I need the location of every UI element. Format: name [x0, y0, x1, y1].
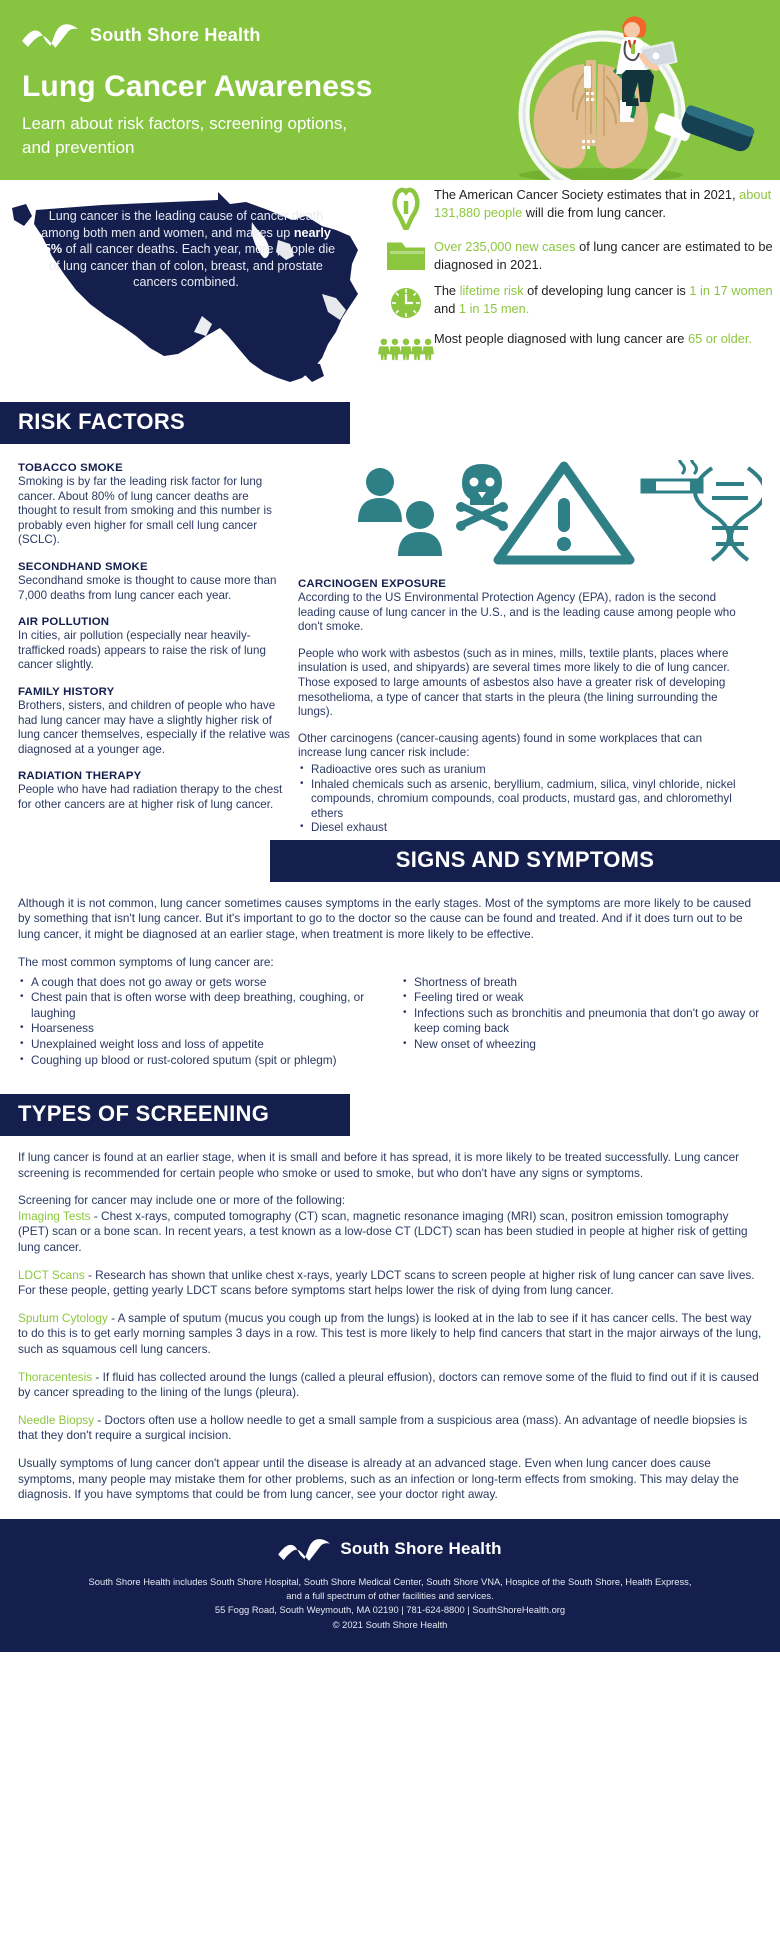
risk-factor-item — [18, 561, 290, 603]
screening-item — [18, 1370, 762, 1401]
cigarette-icon — [642, 460, 702, 492]
carcinogen-bullet-list — [298, 763, 748, 836]
risk-factor-body: Brothers, sisters, and children of people who have had lung cancer may have a slightly higher risk of lung cancer themselves, especially if the relative was diagnosed at a younger age. — [18, 698, 290, 756]
risk-factor-item — [18, 770, 290, 812]
screening-section — [0, 1150, 780, 1503]
dna-helix-icon — [695, 468, 762, 560]
carcinogen-paragraph: People who work with asbestos (such as in mines, mills, textile plants, places where insulation is used, and shipyards) are several times more likely to die of lung cancer. Those exposed to large amounts of asbestos also have a greater risk of developing mesothelioma, a type of cancer that starts in the pleura (the lining surrounding the lungs). — [298, 646, 730, 719]
warning-triangle-icon — [498, 466, 630, 560]
page-subtitle: Learn about risk factors, screening options, and prevention — [22, 114, 348, 157]
list-item: • Shortness of breath — [401, 975, 762, 991]
stat-text-part: Most people diagnosed with lung cancer are — [434, 331, 688, 346]
signs-intro: Although it is not common, lung cancer sometimes causes symptoms in the early stages. Most of the symptoms are more likely to be caused by something that isn't lung cancer. But it's important to go to the doctor so the cause can be found and treated. And if it does turn out to be lung cancer, it might be diagnosed at an earlier stage, when treatment is more likely to be effective. — [18, 895, 752, 941]
footer-line-1: South Shore Health includes South Shore Hospital, South Shore Medical Center, South Shore VNA, Hospice of the South Shore, Health Express, — [88, 1575, 692, 1587]
stat-text-highlight: Over 235,000 new cases — [434, 239, 576, 254]
brand-logo — [22, 22, 261, 48]
stat-text — [434, 184, 776, 221]
list-item: • Unexplained weight loss and loss of appetite — [18, 1037, 379, 1053]
stat-text-part: and — [434, 300, 459, 316]
stat-text — [434, 330, 752, 348]
symptoms-column-left — [18, 975, 379, 1069]
risk-factor-item — [18, 462, 290, 548]
signs-lead: The most common symptoms of lung cancer are: — [18, 955, 274, 970]
screening-intro: If lung cancer is found at an earlier stage, when it is small and before it has spread, it is more likely to be treated successfully. Lung cancer screening is recommended for certain people who smoke or used to smoke, but who don't have any signs or symptoms. — [18, 1150, 740, 1180]
stat-text-highlight: 65 or older. — [687, 331, 752, 346]
screening-item-body: - If fluid has collected around the lungs (called a pleural effusion), doctors can remove some of the fluid to find out if it is caused by cancer spreading to the lining of the lungs (pleura). — [18, 1369, 759, 1400]
list-item: • Inhaled chemicals such as arsenic, beryllium, cadmium, silica, vinyl chloride, nickel compounds, chromium compounds, coal products, mustard gas, and chloromethyl ethers — [298, 778, 748, 822]
screening-item-label: Needle Biopsy — [18, 1412, 95, 1427]
skull-crossbones-icon — [456, 464, 508, 531]
clock-icon — [378, 282, 434, 322]
stat-text-part: of developing lung cancer is — [523, 283, 690, 298]
risk-factor-title: RADIATION THERAPY — [18, 770, 142, 783]
carcinogen-paragraph: Other carcinogens (cancer-causing agents) found in some workplaces that can increase lung cancer risk include: — [298, 731, 703, 760]
footer-brand-name: South Shore Health — [340, 1538, 502, 1558]
risk-factor-body: Secondhand smoke is thought to cause more than 7,000 deaths from lung cancer each year. — [18, 573, 277, 602]
page-title: Lung Cancer Awareness — [22, 70, 373, 103]
carcinogen-paragraph: According to the US Environmental Protection Agency (EPA), radon is the second leading cause of lung cancer in the U.S., and is the leading cause among people who don't smoke. — [298, 591, 736, 634]
stat-item — [378, 330, 776, 366]
screening-item-label: Sputum Cytology — [18, 1310, 108, 1325]
doctor-figure — [616, 16, 678, 106]
section-header-signs-symptoms: SIGNS AND SYMPTOMS — [270, 840, 780, 882]
risk-factors-left-column — [0, 454, 290, 840]
stat-text-highlight: 1 in 15 men. — [458, 300, 530, 316]
stat-item — [378, 282, 776, 322]
stat-text-part: will die from lung cancer. — [522, 204, 666, 220]
map-quote-after: of all cancer deaths. Each year, more people die of lung cancer than of colon, breast, and prostate cancers combined. — [49, 242, 336, 289]
screening-item-body: - Chest x-rays, computed tomography (CT) scan, magnetic resonance imaging (MRI) scan, positron emission tomography (PET) scan or a bone scan. In recent years, a test known as a low-dose CT (LDCT) scan has been studied in people at higher risk of getting lung cancer. — [18, 1208, 748, 1255]
risk-factor-title: TOBACCO SMOKE — [18, 462, 123, 474]
footer-brand-logo — [0, 1537, 780, 1561]
doctor-magnifier-lungs-illustration — [436, 4, 766, 180]
risk-factor-title: SECONDHAND SMOKE — [18, 560, 148, 573]
stat-text-part: The — [434, 283, 460, 298]
stats-band — [0, 180, 780, 402]
stat-text — [434, 238, 776, 273]
risk-factor-body: People who have had radiation therapy to the chest for other cancers are at higher risk of lung cancer. — [18, 783, 283, 811]
hazard-icon-row — [342, 460, 748, 568]
page-header — [0, 0, 780, 180]
risk-factor-item — [18, 616, 290, 673]
map-quote — [36, 208, 336, 291]
stat-text — [434, 282, 776, 317]
map-quote-bold: nearly 25% — [36, 225, 331, 256]
screening-item-label: Imaging Tests — [18, 1208, 91, 1223]
screening-item — [18, 1311, 762, 1358]
risk-factor-item — [18, 686, 290, 757]
screening-lead: Screening for cancer may include one or more of the following: — [18, 1193, 346, 1208]
signs-symptoms-section — [0, 896, 780, 1068]
stat-text-part: The American Cancer Society estimates that in 2021, — [434, 187, 740, 202]
stats-list — [378, 184, 776, 374]
list-item: • A cough that does not go away or gets worse — [18, 975, 379, 991]
stat-item — [378, 238, 776, 274]
screening-item-body: - Doctors often use a hollow needle to get a small sample from a suspicious area (mass). An advantage of needle biopsies is that they don't require a surgical incision. — [18, 1412, 748, 1443]
risk-factor-body: Smoking is by far the leading risk factor for lung cancer. About 80% of lung cancer deaths are thought to result from smoking and this number is probably even higher for small cell lung cancer (SCLC). — [18, 475, 272, 547]
list-item: • Diesel exhaust — [298, 821, 748, 836]
south-shore-health-swoosh-icon — [22, 22, 78, 48]
stat-text-highlight: 1 in 17 women — [689, 283, 773, 298]
folder-icon — [378, 238, 434, 274]
awareness-ribbon-icon — [378, 184, 434, 230]
screening-lead-block — [18, 1193, 762, 1255]
risk-factor-title: FAMILY HISTORY — [18, 685, 115, 698]
list-item: • Feeling tired or weak — [401, 990, 762, 1006]
risk-factors-right-column — [290, 454, 762, 840]
carcinogen-exposure-title: CARCINOGEN EXPOSURE — [298, 578, 447, 590]
screening-item — [18, 1268, 762, 1299]
list-item: • Coughing up blood or rust-colored sputum (spit or phlegm) — [18, 1053, 379, 1069]
list-item: • New onset of wheezing — [401, 1037, 762, 1053]
risk-factor-title: AIR POLLUTION — [18, 616, 110, 629]
risk-factors-section — [0, 444, 780, 840]
section-header-risk-factors: RISK FACTORS — [0, 402, 350, 444]
stat-text-part: of lung cancer are estimated to be diagnosed in 2021. — [434, 239, 773, 272]
brand-name: South Shore Health — [90, 24, 261, 45]
screening-item — [18, 1413, 762, 1444]
screening-item-body: - A sample of sputum (mucus you cough up from the lungs) is looked at in the lab to see if it has cancer cells. The best way to do this is to get early morning samples 3 days in a row. This test is more likely to help find cancers that start in the major airways of the lung, such as squamous cell lung cancers. — [18, 1310, 762, 1357]
section-header-types-of-screening: TYPES OF SCREENING — [0, 1094, 350, 1136]
people-group-icon — [378, 330, 434, 366]
map-quote-before: Lung cancer is the leading cause of cancer death among both men and women, and makes up — [41, 209, 324, 240]
footer-copyright: © 2021 South Shore Health — [332, 1618, 448, 1630]
screening-item-body: - Research has shown that unlike chest x-rays, yearly LDCT scans to screen people at higher risk of lung cancer can save lives. For these people, getting yearly LDCT scans before symptoms start helps lower the risk of dying from lung cancer. — [18, 1267, 755, 1298]
list-item: • Hoarseness — [18, 1021, 379, 1037]
risk-factor-body: In cities, air pollution (especially near heavily-trafficked roads) appears to raise the risk of lung cancer slightly. — [18, 629, 266, 672]
list-item: • Chest pain that is often worse with deep breathing, coughing, or laughing — [18, 990, 379, 1021]
footer-line-3: 55 Fogg Road, South Weymouth, MA 02190 | 781-624-8800 | SouthShoreHealth.org — [214, 1603, 566, 1615]
south-shore-health-swoosh-icon — [278, 1537, 330, 1561]
list-item: • Radioactive ores such as uranium — [298, 763, 748, 778]
page-footer — [0, 1519, 780, 1652]
screening-closing: Usually symptoms of lung cancer don't appear until the disease is already at an advanced stage. Even when lung cancer does cause symptoms, many people may mistake them for other problems, such as an infection or long-term effects from smoking. This may delay the diagnosis. If you have symptoms that could be from lung cancer, see your doctor right away. — [18, 1456, 739, 1502]
stat-text-highlight: lifetime risk — [459, 283, 524, 298]
symptoms-column-right — [401, 975, 762, 1069]
screening-item-label: LDCT Scans — [18, 1267, 85, 1282]
list-item: • Infections such as bronchitis and pneumonia that don't go away or keep coming back — [401, 1006, 762, 1037]
stat-text-highlight: about 131,880 people — [434, 187, 772, 220]
screening-item-label: Thoracentesis — [18, 1369, 93, 1384]
stat-item — [378, 184, 776, 230]
footer-line-2: and a full spectrum of other facilities and services. — [286, 1589, 494, 1601]
